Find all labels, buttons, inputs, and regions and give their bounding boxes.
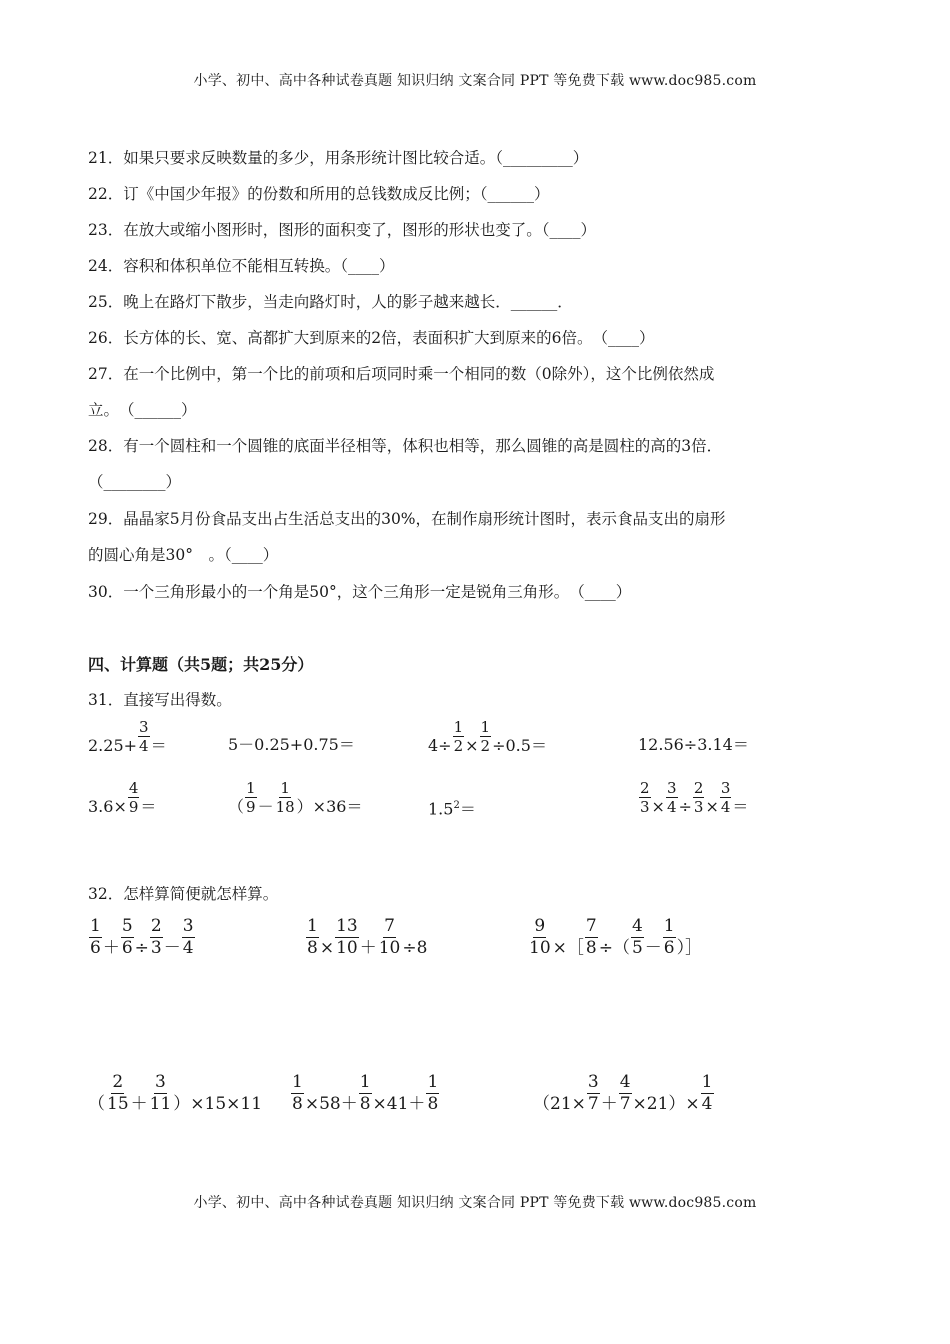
- q32-expr-5: $\frac{1}{8}$ ×58＋ $\frac{1}{8}$ ×41＋ $\frac{1}{8}$: [292, 1072, 439, 1114]
- question-32-title: 32．怎样算简便就怎样算。: [88, 885, 279, 903]
- q32-expr-4: （ $\frac{2}{15}$ ＋ $\frac{3}{11}$ ）×15×11: [88, 1072, 263, 1114]
- q32-expr-1: $\frac{1}{6}$ ＋ $\frac{5}{6}$ ÷ $\frac{2}{3}$ － $\frac{3}{4}$: [90, 916, 194, 958]
- page-header: 小学、初中、高中各种试卷真题 知识归纳 文案合同 PPT 等免费下载 www.doc985.com: [193, 73, 757, 89]
- q31-expr-2: 5－0.25+0.75＝: [228, 735, 355, 754]
- question-27: 27．在一个比例中，第一个比的前项和后项同时乘一个相同的数（0除外），这个比例依然成: [88, 365, 715, 383]
- q32-expr-6: （21× $\frac{3}{7}$ ＋ $\frac{4}{7}$ ×21）× $\frac{1}{4}$: [533, 1072, 713, 1114]
- question-29-cont: 的圆心角是30° 。（____）: [88, 546, 279, 564]
- q32-expr-2: $\frac{1}{8}$ × $\frac{13}{10}$ ＋ $\frac{7}{10}$ ÷8: [307, 916, 428, 958]
- q31-expr-5: 3.6× $\frac{4}{9}$ ＝: [88, 779, 157, 816]
- question-29: 29．晶晶家5月份食品支出占生活总支出的30%，在制作扇形统计图时，表示食品支出的扇形: [88, 510, 726, 528]
- question-23: 23．在放大或缩小图形时，图形的面积变了，图形的形状也变了。（____）: [88, 221, 596, 239]
- q31-expr-4: 12.56÷3.14＝: [638, 735, 749, 754]
- question-28: 28．有一个圆柱和一个圆锥的底面半径相等，体积也相等，那么圆锥的高是圆柱的高的3倍．: [88, 437, 723, 455]
- q31-expr-1: 2.25+ $\frac{3}{4}$ ＝: [88, 718, 167, 755]
- question-21: 21．如果只要求反映数量的多少，用条形统计图比较合适。（_________）: [88, 149, 589, 167]
- q31-expr-3: 4÷ $\frac{1}{2}$ × $\frac{1}{2}$ ÷0.5＝: [428, 718, 547, 755]
- question-27-cont: 立。 （______）: [88, 401, 197, 419]
- question-24: 24．容积和体积单位不能相互转换。（____）: [88, 257, 395, 275]
- page-footer: 小学、初中、高中各种试卷真题 知识归纳 文案合同 PPT 等免费下载 www.doc985.com: [193, 1195, 757, 1211]
- q31-expr-8: $\frac{2}{3}$ × $\frac{3}{4}$ ÷ $\frac{2}{3}$ × $\frac{3}{4}$ ＝: [640, 779, 749, 816]
- question-26: 26．长方体的长、宽、高都扩大到原来的2倍，表面积扩大到原来的6倍。 （____）: [88, 329, 655, 347]
- question-25: 25．晚上在路灯下散步，当走向路灯时，人的影子越来越长．______．: [88, 293, 573, 311]
- q31-expr-6: （ $\frac{1}{9}$ － $\frac{1}{18}$ ）×36＝: [228, 779, 363, 816]
- question-22: 22．订《中国少年报》的份数和所用的总钱数成反比例；（______）: [88, 185, 550, 203]
- question-30: 30．一个三角形最小的一个角是50°，这个三角形一定是锐角三角形。 （____）: [88, 583, 632, 601]
- question-31-title: 31．直接写出得数。: [88, 691, 232, 709]
- q31-expr-7: $1.5^2=$: [428, 799, 476, 819]
- q32-expr-3: $\frac{9}{10}$ ×［ $\frac{7}{8}$ ÷（ $\frac{4}{5}$ － $\frac{1}{6}$ ）］: [529, 916, 703, 958]
- section-title: 四、计算题（共5题；共25分）: [88, 655, 314, 674]
- question-28-cont: （________）: [88, 473, 182, 491]
